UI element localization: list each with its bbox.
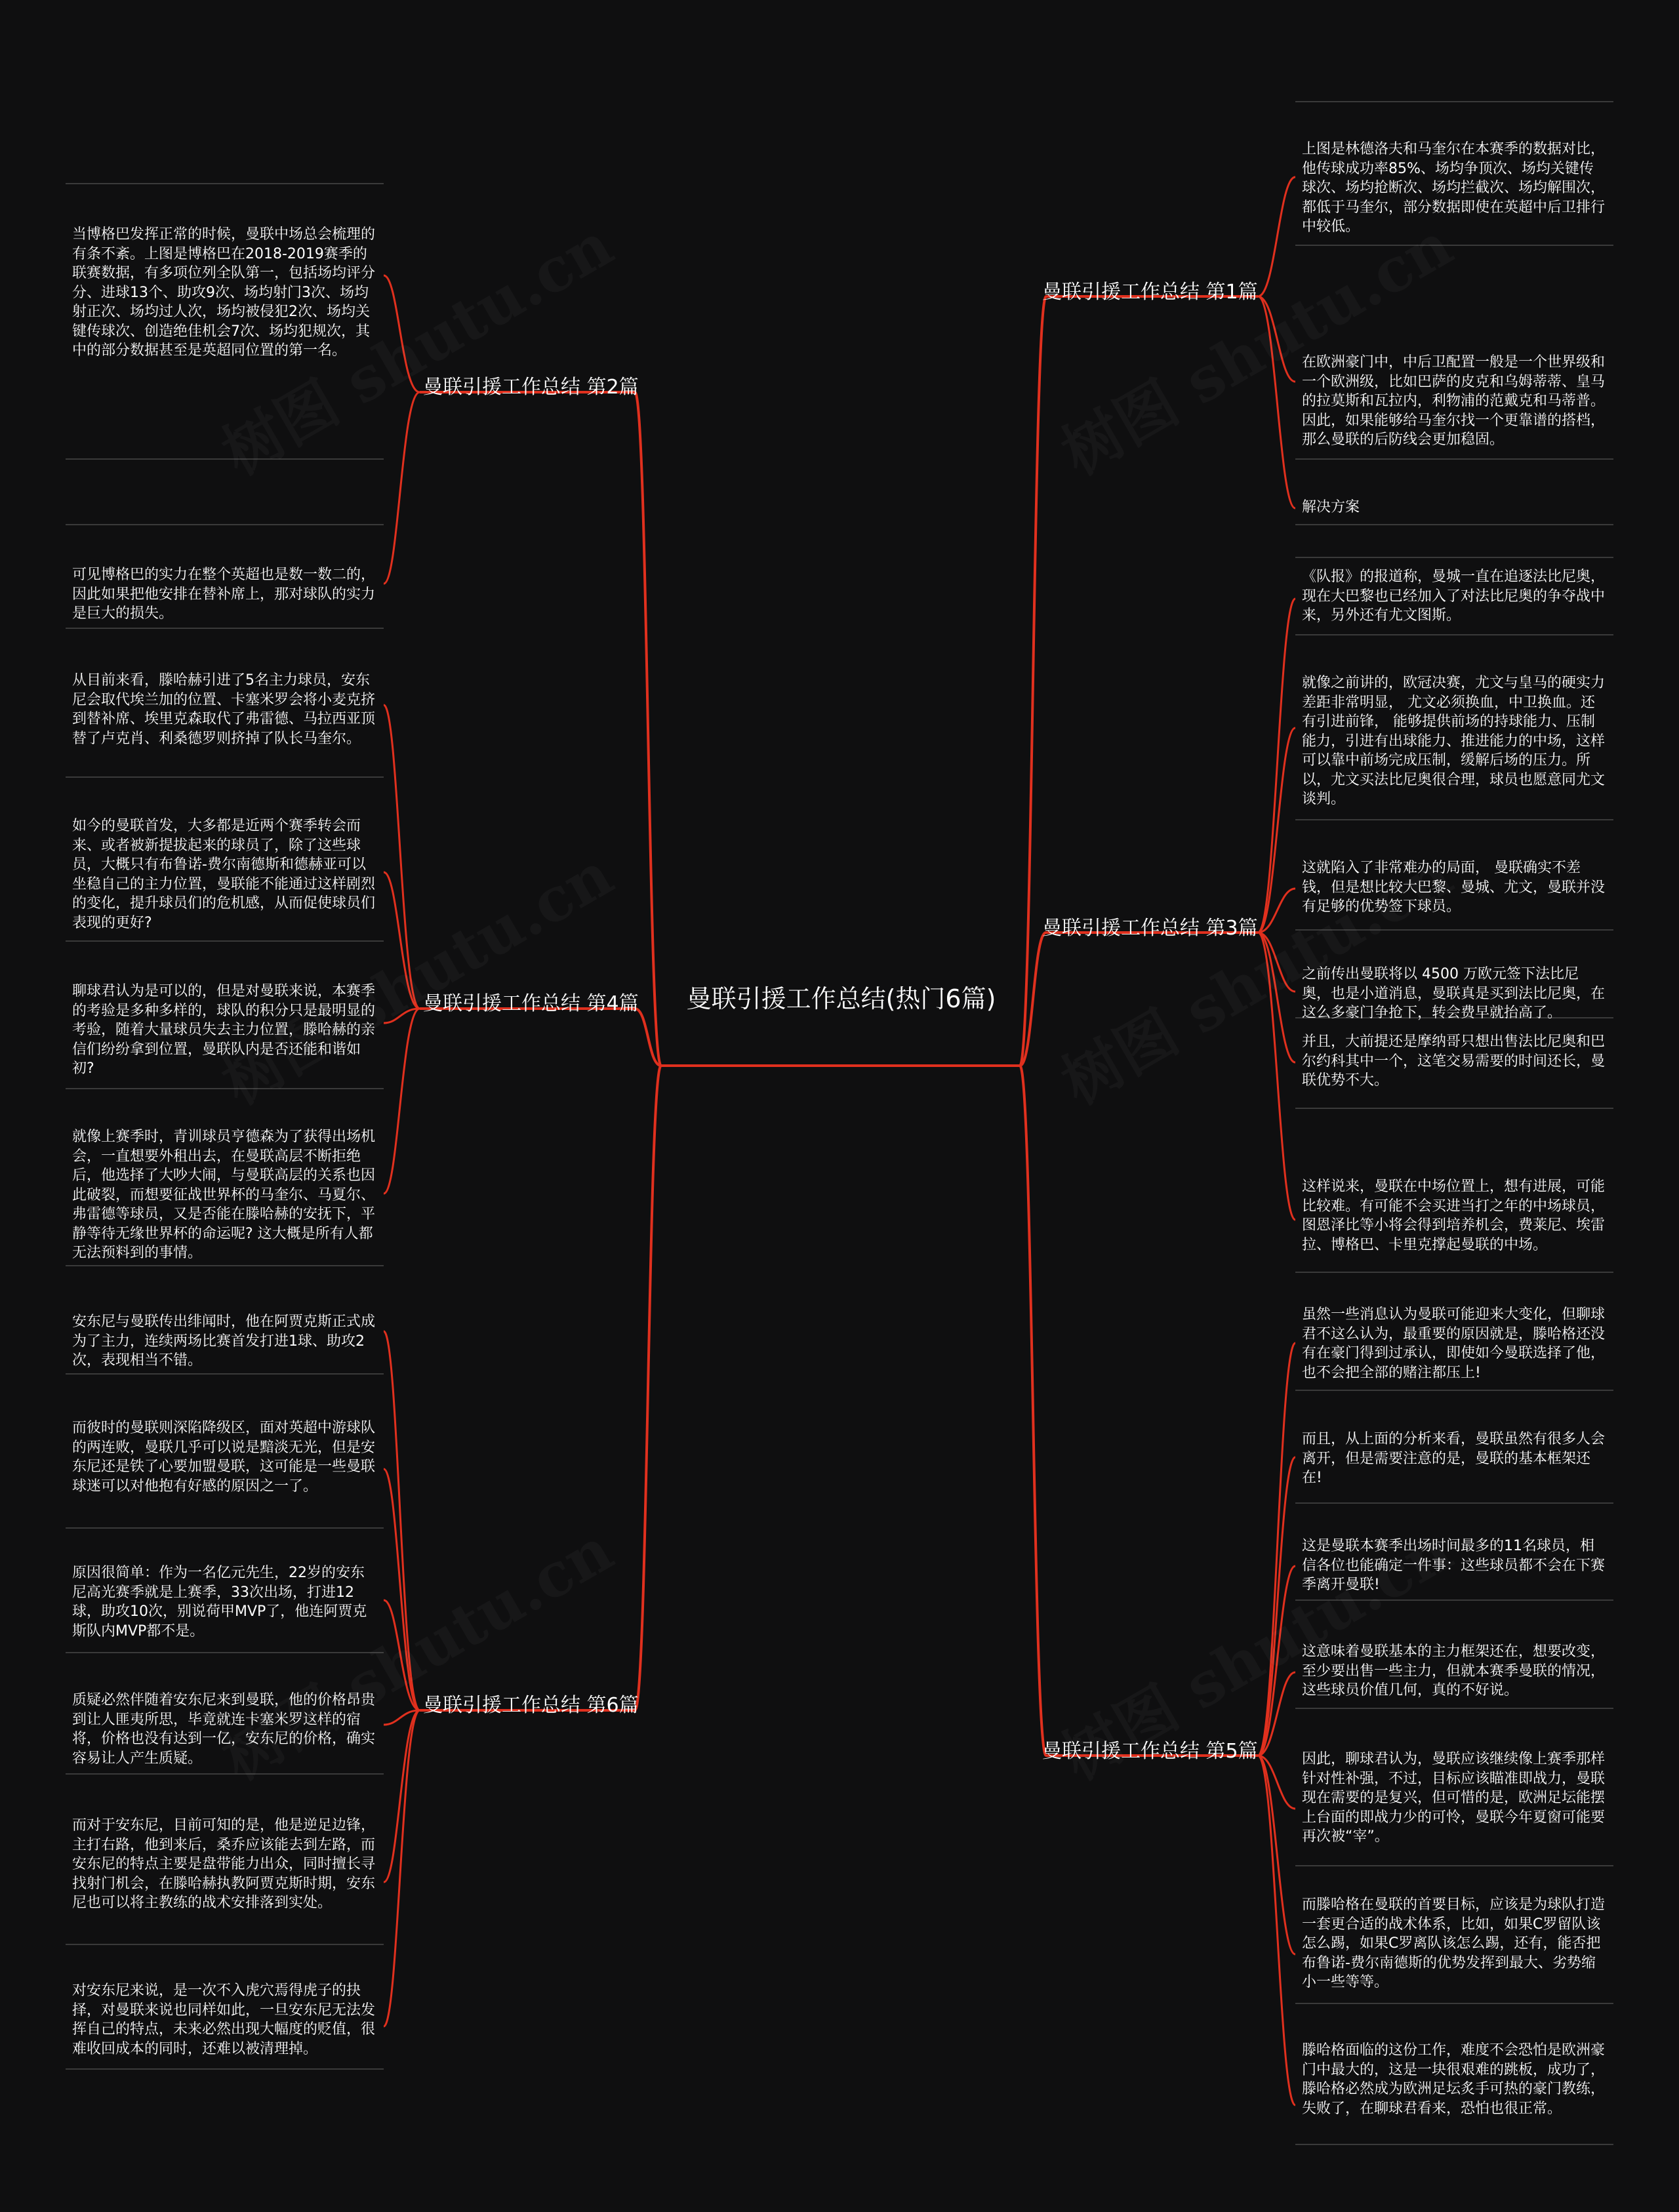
leaf-5-1: 虽然一些消息认为曼联可能迎来大变化，但聊球君不这么认为，最重要的原因就是，滕哈格还没有在豪门得到过承认，即使如今曼联选择了他，也不会把全部的赌注都压上! bbox=[1302, 1306, 1606, 1381]
branch-2-connector-leaf-1 bbox=[384, 275, 420, 392]
branch-4-connector-leaf-4 bbox=[384, 1009, 420, 1194]
branch-6-connector bbox=[420, 1066, 661, 1710]
branch-5-connector-leaf-1 bbox=[1258, 1343, 1295, 1756]
leaf-4-2: 如今的曼联首发，大多都是近两个赛季转会而来、或者被新提拔起来的球员了，除了这些球员，大概只有布鲁诺-费尔南德斯和德赫亚可以坐稳自己的主力位置，曼联能不能通过这样剧烈的变化，提升球员们的危机感，从而促使球员们表现的更好? bbox=[72, 818, 376, 931]
branch-5-connector-leaf-3 bbox=[1258, 1566, 1295, 1756]
branch-3-connector-leaf-6 bbox=[1258, 933, 1295, 1220]
leaf-5-6: 而滕哈格在曼联的首要目标，应该是为球队打造一套更合适的战术体系，比如，如果C罗留队该怎么踢，如果C罗离队该怎么踢，还有，能否把布鲁诺-费尔南德斯的优势发挥到最大、劣势缩小一些等等。 bbox=[1302, 1897, 1606, 1990]
leaf-6-2: 而彼时的曼联则深陷降级区，面对英超中游球队的两连败，曼联几乎可以说是黯淡无光，但是安东尼还是铁了心要加盟曼联，这可能是一些曼联球迷可以对他抱有好感的原因之一了。 bbox=[72, 1420, 376, 1495]
branch-1-connector-leaf-3 bbox=[1258, 296, 1295, 508]
leaf-3-2: 就像之前讲的，欧冠决赛，尤文与皇马的硬实力差距非常明显， 尤文必须换血，中卫换血。还有引进前锋， 能够提供前场的持球能力、压制能力，引进有出球能力、推进能力的中场，这样可以靠中前场完成压制，缓解后场的压力。所以，尤文买法比尼奥很合理，球员也愿意同尤文谈判。 bbox=[1302, 675, 1606, 807]
leaf-5-3: 这是曼联本赛季出场时间最多的11名球员，相信各位也能确定一件事：这些球员都不会在下赛季离开曼联! bbox=[1302, 1538, 1606, 1593]
branch-2[interactable]: 曼联引援工作总结 第2篇 bbox=[423, 376, 639, 399]
leaf-3-5: 并且，大前提还是摩纳哥只想出售法比尼奥和巴尔约科其中一个，这笔交易需要的时间还长，曼联优势不大。 bbox=[1302, 1034, 1606, 1089]
branch-2-connector bbox=[420, 392, 661, 1066]
leaf-3-1: 《队报》的报道称，曼城一直在追逐法比尼奥，现在大巴黎也已经加入了对法比尼奥的争夺战中来，另外还有尤文图斯。 bbox=[1302, 569, 1606, 624]
branch-4-connector-leaf-1 bbox=[384, 705, 420, 1009]
branch-6-connector-leaf-2 bbox=[384, 1469, 420, 1710]
leaf-3-3: 这就陷入了非常难办的局面， 曼联确实不差钱，但是想比较大巴黎、曼城、尤文，曼联并没有足够的优势签下球员。 bbox=[1302, 860, 1606, 915]
branch-3[interactable]: 曼联引援工作总结 第3篇 bbox=[1042, 917, 1258, 940]
branch-6-connector-leaf-6 bbox=[384, 1710, 420, 2026]
leaf-5-7: 滕哈格面临的这份工作，难度不会恐怕是欧洲豪门中最大的，这是一块很艰难的跳板，成功了，滕哈格必然成为欧洲足坛炙手可热的豪门教练，失败了，在聊球君看来，恐怕也很正常。 bbox=[1302, 2042, 1606, 2117]
root-title[interactable]: 曼联引援工作总结(热门6篇) bbox=[686, 984, 996, 1013]
branch-5-connector-leaf-2 bbox=[1258, 1457, 1295, 1756]
branch-4-connector-leaf-2 bbox=[384, 872, 420, 1009]
branch-1-connector-leaf-1 bbox=[1258, 177, 1295, 296]
leaf-4-4: 就像上赛季时，青训球员亨德森为了获得出场机会，一直想要外租出去，在曼联高层不断拒绝后，他选择了大吵大闹，与曼联高层的关系也因此破裂，而想要征战世界杯的马奎尔、马夏尔、弗雷德等球员，又是否能在滕哈赫的安抚下，平静等待无缘世界杯的命运呢? 这大概是所有人都无法预料到的事情。 bbox=[72, 1129, 376, 1261]
leaf-6-6: 对安东尼来说，是一次不入虎穴焉得虎子的抉择，对曼联来说也同样如此，一旦安东尼无法发挥自己的特点，未来必然出现大幅度的贬值，很难收回成本的同时，还难以被清理掉。 bbox=[72, 1982, 376, 2057]
branch-6-connector-leaf-1 bbox=[384, 1331, 420, 1710]
branch-1-connector-leaf-2 bbox=[1258, 296, 1295, 382]
branch-5[interactable]: 曼联引援工作总结 第5篇 bbox=[1042, 1740, 1258, 1763]
branch-4-connector bbox=[420, 1009, 661, 1066]
leaf-2-1: 当博格巴发挥正常的时候，曼联中场总会梳理的有条不紊。上图是博格巴在2018-2019赛季的联赛数据，有多项位列全队第一，包括场均评分分、进球13个、助攻9次、场均射门3次、场均射正次、场均过人次，场均被侵犯2次、场均关键传球次、创造绝佳机会7次、场均犯规次，其中的部分数据甚至是英超同位置的第一名。 bbox=[72, 226, 376, 359]
branch-5-connector-leaf-7 bbox=[1258, 1756, 1295, 2105]
branch-3-connector bbox=[1020, 933, 1258, 1066]
branch-1-connector bbox=[1020, 296, 1258, 1066]
branch-2-connector-leaf-2 bbox=[384, 392, 420, 584]
branch-3-connector-leaf-5 bbox=[1258, 933, 1295, 1062]
leaf-5-5: 因此，聊球君认为，曼联应该继续像上赛季那样针对性补强，不过，目标应该瞄准即战力，曼联现在需要的是复兴，但可惜的是，欧洲足坛能摆上台面的即战力少的可怜，曼联今年夏窗可能要再次被“宰”。 bbox=[1302, 1751, 1606, 1845]
leaf-4-3: 聊球君认为是可以的，但是对曼联来说，本赛季的考验是多种多样的，球队的积分只是最明显的考验，随着大量球员失去主力位置，滕哈赫的亲信们纷纷拿到位置，曼联队内是否还能和谐如初? bbox=[72, 983, 376, 1077]
leaf-3-6: 这样说来，曼联在中场位置上，想有进展，可能比较难。有可能不会买进当打之年的中场球员，图恩泽比等小将会得到培养机会，费莱尼、埃雷拉、博格巴、卡里克撑起曼联的中场。 bbox=[1302, 1178, 1606, 1253]
leaf-5-2: 而且，从上面的分析来看，曼联虽然有很多人会离开，但是需要注意的是，曼联的基本框架还在! bbox=[1302, 1431, 1606, 1486]
leaf-2-2: 可见博格巴的实力在整个英超也是数一数二的，因此如果把他安排在替补席上，那对球队的实力是巨大的损失。 bbox=[72, 567, 376, 622]
branch-1[interactable]: 曼联引援工作总结 第1篇 bbox=[1042, 281, 1258, 304]
leaf-5-4: 这意味着曼联基本的主力框架还在，想要改变，至少要出售一些主力，但就本赛季曼联的情况，这些球员价值几何，真的不好说。 bbox=[1302, 1643, 1606, 1699]
leaf-4-1: 从目前来看，滕哈赫引进了5名主力球员，安东尼会取代埃兰加的位置、卡塞米罗会将小麦克挤到替补席、埃里克森取代了弗雷德、马拉西亚顶替了卢克肖、利桑德罗则挤掉了队长马奎尔。 bbox=[72, 672, 376, 747]
leaf-3-4: 之前传出曼联将以 4500 万欧元签下法比尼奥，也是小道消息，曼联真是买到法比尼奥，在这么多豪门争抢下，转会费早就抬高了。 bbox=[1302, 966, 1606, 1021]
leaf-1-1: 上图是林德洛夫和马奎尔在本赛季的数据对比，他传球成功率85%、场均争顶次、场均关键传球次、场均抢断次、场均拦截次、场均解围次，都低于马奎尔，部分数据即使在英超中后卫排行中较低。 bbox=[1302, 141, 1606, 235]
leaf-1-3: 解决方案 bbox=[1302, 499, 1360, 515]
branch-4[interactable]: 曼联引援工作总结 第4篇 bbox=[423, 992, 639, 1015]
leaf-6-3: 原因很简单：作为一名亿元先生，22岁的安东尼高光赛季就是上赛季，33次出场，打进12球，助攻10次，别说荷甲MVP了，他连阿贾克斯队内MVP都不是。 bbox=[72, 1565, 367, 1639]
leaf-6-5: 而对于安东尼，目前可知的是，他是逆足边锋，主打右路，他到来后，桑乔应该能去到左路，而安东尼的特点主要是盘带能力出众，同时擅长寻找射门机会，在滕哈赫执教阿贾克斯时期，安东尼也可以将主教练的战术安排落到实处。 bbox=[72, 1817, 376, 1911]
leaf-6-4: 质疑必然伴随着安东尼来到曼联，他的价格昂贵到让人匪夷所思，毕竟就连卡塞米罗这样的宿将，价格也没有达到一亿，安东尼的价格，确实容易让人产生质疑。 bbox=[72, 1692, 376, 1767]
branch-6[interactable]: 曼联引援工作总结 第6篇 bbox=[423, 1694, 639, 1717]
branch-3-connector-leaf-1 bbox=[1258, 599, 1295, 933]
leaf-1-2: 在欧洲豪门中，中后卫配置一般是一个世界级和一个欧洲级，比如巴萨的皮克和乌姆蒂蒂、皇马的拉莫斯和瓦拉内，利物浦的范戴克和马蒂普。因此，如果能够给马奎尔找一个更靠谱的搭档，那么曼联的后防线会更加稳固。 bbox=[1302, 354, 1606, 448]
leaf-6-1: 安东尼与曼联传出绯闻时，他在阿贾克斯正式成为了主力，连续两场比赛首发打进1球、助攻2次，表现相当不错。 bbox=[72, 1314, 376, 1369]
branch-5-connector bbox=[1020, 1066, 1258, 1756]
